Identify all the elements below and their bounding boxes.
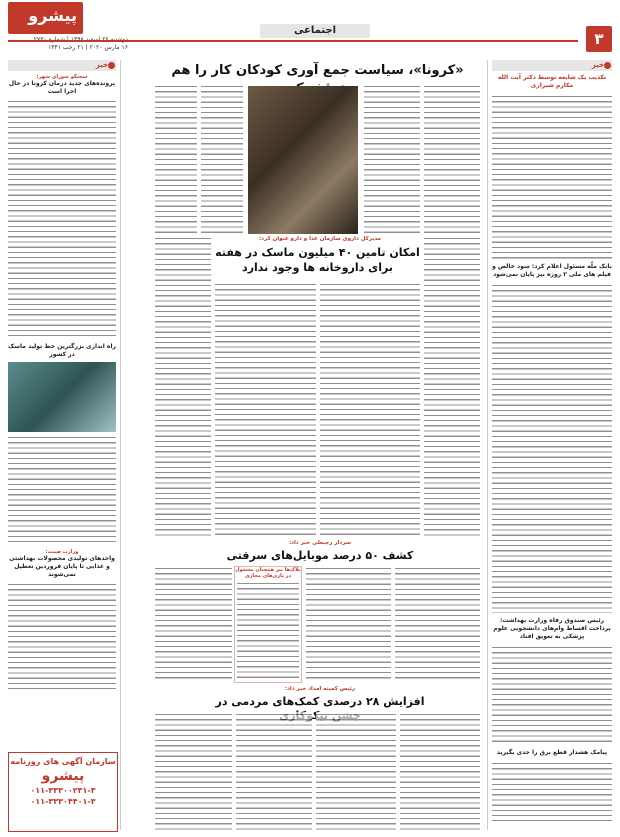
right-news3-title: رئیس صندوق رفاه وزارت بهداشت: پرداخت اقساط وام‌های دانشجویی علوم پزشکی به تعویق افتاد bbox=[493, 617, 611, 640]
right-column bbox=[492, 74, 612, 821]
section-title: اجتماعی bbox=[260, 24, 370, 38]
newspaper-logo bbox=[8, 2, 83, 34]
story3-col-b bbox=[306, 566, 391, 681]
right-news3-body bbox=[492, 645, 612, 745]
red-dot-icon-left bbox=[108, 62, 115, 69]
column-divider-left bbox=[120, 60, 121, 830]
kicker-4: رئیس کمیته امداد خبر داد: bbox=[284, 686, 356, 692]
headline-3: کشف ۵۰ درصد موبایل‌های سرقتی bbox=[226, 549, 414, 562]
story4-col-d bbox=[155, 712, 232, 830]
left-news3-kicker: وزارت صمت: bbox=[45, 549, 79, 555]
left-news2-title: راه اندازی بزرگترین خط تولید ماسک در کشور bbox=[8, 343, 116, 358]
right-news4-title: پیامک هشدار قطع برق را جدی بگیرید bbox=[496, 749, 608, 756]
mask-production-photo bbox=[8, 362, 116, 432]
headline-2: امکان تامین ۴۰ میلیون ماسک در هفته برای داروخانه ها وجود ندارد bbox=[215, 246, 420, 274]
story3-sidebar-title: پلاک‌ها نیز همچنان مشغول در بازی‌های مجازی bbox=[235, 567, 301, 579]
story2-col-b bbox=[155, 236, 211, 536]
ad-phone2: ۰۱۱-۳۳۳۰۴۴۰۱-۳ bbox=[30, 797, 96, 806]
story2-col-a bbox=[424, 236, 480, 536]
story1-col-b bbox=[364, 84, 420, 234]
left-news1-body bbox=[8, 99, 116, 339]
page-number: ۳ bbox=[586, 26, 612, 52]
right-news4-body bbox=[492, 761, 612, 821]
right-news1-title: تکذیب یک شایعه توسط دکتر آیت الله مکارم شیرازی bbox=[497, 74, 607, 89]
story4-col-a bbox=[400, 712, 480, 830]
story3-sidebar-body bbox=[237, 581, 299, 681]
left-news2-body bbox=[8, 435, 116, 545]
ad-line2: پیشرو bbox=[41, 768, 85, 784]
page-header bbox=[0, 0, 620, 58]
ad-phone1: ۰۱۱-۳۳۳۰۰۲۳۱-۳ bbox=[30, 786, 96, 795]
story1-col-d bbox=[155, 84, 197, 234]
header-rule bbox=[8, 40, 578, 42]
story3-col-c bbox=[155, 566, 232, 681]
story2-col-d bbox=[215, 282, 316, 536]
left-news1-title: پرونده‌های جدید درمان کرونا در حال اجرا است bbox=[8, 80, 116, 95]
date-line bbox=[8, 36, 128, 52]
ad-line1: سازمان آگهی های روزنامه bbox=[10, 757, 116, 766]
logo-text: پیشرو bbox=[28, 6, 77, 25]
right-news1-body bbox=[492, 94, 612, 259]
story3-col-a bbox=[395, 566, 480, 681]
right-bar-label: خبر bbox=[591, 61, 604, 69]
advertisement-box bbox=[8, 752, 118, 832]
story4-col-b bbox=[316, 712, 396, 830]
story2-col-c bbox=[320, 282, 420, 536]
headline-1: «کرونا»، سیاست جمع آوری کودکان کار را هم bbox=[171, 63, 464, 78]
left-news3-body bbox=[8, 582, 116, 692]
story4-col-c bbox=[236, 712, 312, 830]
left-column-bar bbox=[8, 60, 116, 71]
story3-sidebar bbox=[234, 566, 302, 683]
kicker-2: مدیرکل داروی سازمان غذا و دارو عنوان کرد: bbox=[259, 236, 381, 242]
left-news3-title: واحدهای تولیدی محصولات بهداشتی و غذایی تا پایان فروردین تعطیل نمی‌شوند bbox=[9, 555, 115, 578]
left-column bbox=[8, 74, 116, 692]
left-bar-label: خبر bbox=[95, 61, 108, 69]
date-line-2: ۱۶ مارس ۲۰۲۰ | ۲۱ رجب ۱۴۴۱ bbox=[48, 44, 128, 51]
red-dot-icon bbox=[604, 62, 611, 69]
right-news2-body bbox=[492, 283, 612, 613]
column-divider-right bbox=[487, 60, 488, 830]
story1-col-a bbox=[424, 84, 480, 234]
headline-4: افزایش ۲۸ درصدی کمک‌های مردمی در bbox=[215, 695, 425, 708]
right-column-bar bbox=[492, 60, 612, 71]
child-labor-photo bbox=[248, 86, 358, 234]
left-news1-kicker: سخنگو شورای شهر: bbox=[36, 74, 88, 80]
right-news2-title: بانک ملّه مسئول اعلام کرد: سود خالص و فیلم های ملی ۲ روزه نیز پایان نمی‌شود bbox=[492, 263, 612, 278]
story1-col-c bbox=[201, 84, 243, 234]
kicker-3: سردار رجبعلی خبر داد: bbox=[288, 540, 352, 546]
